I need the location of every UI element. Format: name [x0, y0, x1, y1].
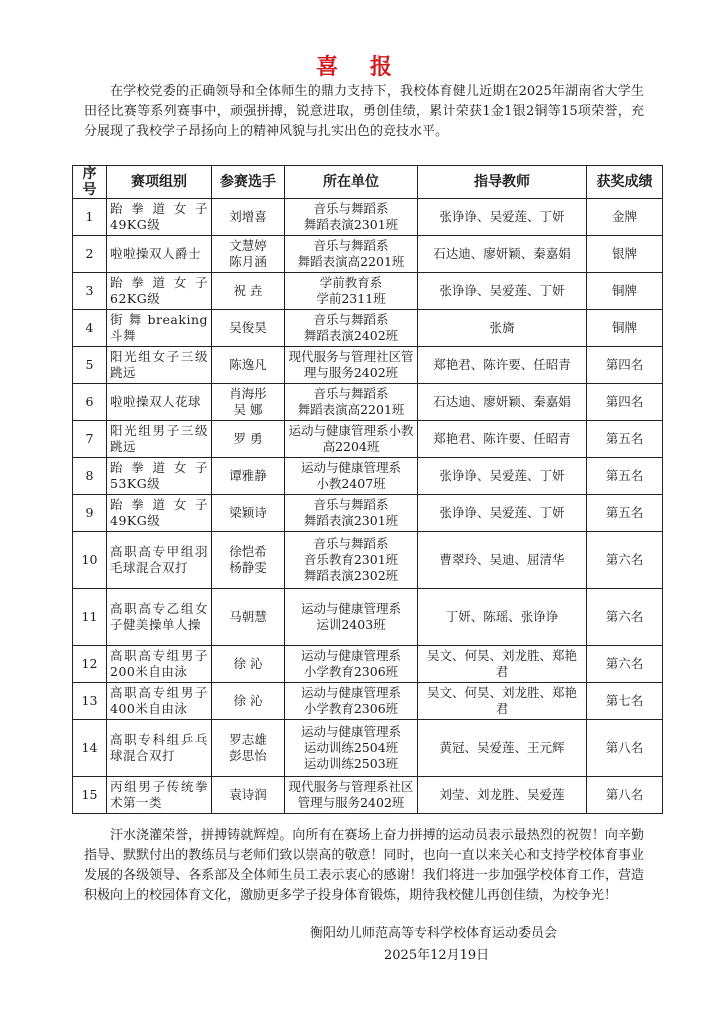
- row-coach: 张诤诤、吴爱莲、丁妍: [418, 458, 587, 495]
- awards-table: [72, 165, 663, 814]
- row-coach: 张诤诤、吴爱莲、丁妍: [418, 199, 587, 236]
- row-player: 罗志雄 彭思怡: [212, 720, 285, 777]
- table-row: [73, 421, 663, 458]
- row-unit: 运动与健康管理系 运训2403班: [285, 589, 418, 646]
- row-unit: 现代服务与管理系社区管理与服务2402班: [285, 777, 418, 814]
- row-unit: 音乐与舞蹈系 舞蹈表演2301班: [285, 199, 418, 236]
- table-row: [73, 495, 663, 532]
- issue-date: 2025年12月19日: [384, 948, 490, 963]
- row-unit: 学前教育系 学前2311班: [285, 273, 418, 310]
- row-unit: 运动与健康管理系 小学教育2306班: [285, 646, 418, 683]
- row-no: 9: [73, 495, 107, 532]
- row-event: 丙组男子传统拳术第一类: [107, 777, 212, 814]
- row-no: 6: [73, 384, 107, 421]
- table-row: [73, 273, 663, 310]
- row-no: 15: [73, 777, 107, 814]
- header-no: 序号: [73, 166, 107, 199]
- row-event: 跆拳道女子49KG级: [107, 495, 212, 532]
- row-result: 第四名: [587, 347, 663, 384]
- row-no: 10: [73, 532, 107, 589]
- row-unit: 现代服务与管理社区管理与服务2402班: [285, 347, 418, 384]
- row-player: 谭雅静: [212, 458, 285, 495]
- row-unit: 运动与健康管理系小教高2204班: [285, 421, 418, 458]
- row-player: 罗 勇: [212, 421, 285, 458]
- row-event: 高职高专组男子200米自由泳: [107, 646, 212, 683]
- row-unit: 音乐与舞蹈系 舞蹈表演高2201班: [285, 236, 418, 273]
- row-result: 第六名: [587, 532, 663, 589]
- row-player: 梁颖诗: [212, 495, 285, 532]
- row-event: 高职高专组男子400米自由泳: [107, 683, 212, 720]
- row-coach: 吴文、何昊、刘龙胜、郑艳君: [418, 646, 587, 683]
- row-result: 第四名: [587, 384, 663, 421]
- intro-paragraph: 在学校党委的正确领导和全体师生的鼎力支持下，我校体育健儿近期在2025年湖南省大学生田径比赛等系列赛事中，顽强拼搏，锐意进取，勇创佳绩，累计荣获1金1银2铜等15项荣誉，充分展现了我校学子昂扬向上的精神风貌与扎实出色的竞技水平。: [84, 84, 644, 139]
- row-event: 街舞breaking斗舞: [107, 310, 212, 347]
- row-event: 阳光组女子三级跳远: [107, 347, 212, 384]
- row-event: 啦啦操双人爵士: [107, 236, 212, 273]
- row-no: 1: [73, 199, 107, 236]
- row-event: 跆拳道女子62KG级: [107, 273, 212, 310]
- row-player: 吴俊昊: [212, 310, 285, 347]
- row-player: 刘增喜: [212, 199, 285, 236]
- row-coach: 曹翠玲、吴迪、屈清华: [418, 532, 587, 589]
- table-row: [73, 777, 663, 814]
- header-result: 获奖成绩: [587, 166, 663, 199]
- row-unit: 音乐与舞蹈系 舞蹈表演2402班: [285, 310, 418, 347]
- row-result: 第五名: [587, 458, 663, 495]
- row-no: 8: [73, 458, 107, 495]
- row-result: 金牌: [587, 199, 663, 236]
- row-unit: 运动与健康管理系 运动训练2504班 运动训练2503班: [285, 720, 418, 777]
- row-result: 第五名: [587, 421, 663, 458]
- table-row: [73, 199, 663, 236]
- row-event: 啦啦操双人花球: [107, 384, 212, 421]
- header-player: 参赛选手: [212, 166, 285, 199]
- row-coach: 石达迪、廖妍颖、秦嘉娟: [418, 236, 587, 273]
- row-no: 7: [73, 421, 107, 458]
- table-row: [73, 458, 663, 495]
- row-player: 马朝慧: [212, 589, 285, 646]
- row-no: 4: [73, 310, 107, 347]
- table-row: [73, 589, 663, 646]
- row-no: 2: [73, 236, 107, 273]
- row-no: 11: [73, 589, 107, 646]
- table-row: [73, 646, 663, 683]
- row-event: 高职专科组乒乓球混合双打: [107, 720, 212, 777]
- row-result: 第八名: [587, 777, 663, 814]
- row-player: 陈逸凡: [212, 347, 285, 384]
- header-coach: 指导教师: [418, 166, 587, 199]
- row-player: 祝 垚: [212, 273, 285, 310]
- row-coach: 张诤诤、吴爱莲、丁妍: [418, 495, 587, 532]
- row-no: 13: [73, 683, 107, 720]
- signature: 衡阳幼儿师范高等专科学校体育运动委员会: [310, 926, 558, 941]
- row-coach: 郑艳君、陈许要、任昭青: [418, 421, 587, 458]
- row-event: 高职高专甲组羽毛球混合双打: [107, 532, 212, 589]
- row-unit: 音乐与舞蹈系 舞蹈表演2301班: [285, 495, 418, 532]
- table-row: [73, 720, 663, 777]
- row-coach: 黄冠、吴爱莲、王元辉: [418, 720, 587, 777]
- closing-paragraph: 汗水浇灌荣誉，拼搏铸就辉煌。向所有在赛场上奋力拼搏的运动员表示最热烈的祝贺！向辛勤指导、默默付出的教练员与老师们致以崇高的敬意！同时，也向一直以来关心和支持学校体育事业发展的各级领导、各系部及全体师生员工表示衷心的感谢！我们将进一步加强学校体育工作，营造积极向上的校园体育文化，激励更多学子投身体育锻炼，期待我校健儿再创佳绩，为校争光！: [84, 828, 644, 903]
- row-result: 铜牌: [587, 273, 663, 310]
- row-coach: 张诤诤、吴爱莲、丁妍: [418, 273, 587, 310]
- row-coach: 郑艳君、陈许要、任昭青: [418, 347, 587, 384]
- row-result: 第七名: [587, 683, 663, 720]
- header-event: 赛项组别: [107, 166, 212, 199]
- row-no: 14: [73, 720, 107, 777]
- row-coach: 刘莹、刘龙胜、吴爱莲: [418, 777, 587, 814]
- row-event: 阳光组男子三级跳远: [107, 421, 212, 458]
- table-row: [73, 384, 663, 421]
- row-unit: 运动与健康管理系 小学教育2306班: [285, 683, 418, 720]
- row-no: 5: [73, 347, 107, 384]
- row-unit: 音乐与舞蹈系 音乐教育2301班 舞蹈表演2302班: [285, 532, 418, 589]
- row-coach: 吴文、何昊、刘龙胜、郑艳君: [418, 683, 587, 720]
- row-result: 铜牌: [587, 310, 663, 347]
- row-result: 银牌: [587, 236, 663, 273]
- row-event: 跆拳道女子49KG级: [107, 199, 212, 236]
- row-player: 文慧婷 陈月涵: [212, 236, 285, 273]
- row-no: 3: [73, 273, 107, 310]
- row-result: 第六名: [587, 589, 663, 646]
- row-event: 跆拳道女子53KG级: [107, 458, 212, 495]
- row-result: 第五名: [587, 495, 663, 532]
- table-row: [73, 310, 663, 347]
- row-result: 第八名: [587, 720, 663, 777]
- table-row: [73, 683, 663, 720]
- row-player: 徐 沁: [212, 646, 285, 683]
- row-coach: 张旖: [418, 310, 587, 347]
- row-player: 肖海彤 吴 娜: [212, 384, 285, 421]
- row-player: 徐恺希 杨静雯: [212, 532, 285, 589]
- header-unit: 所在单位: [285, 166, 418, 199]
- row-coach: 石达迪、廖妍颖、秦嘉娟: [418, 384, 587, 421]
- row-no: 12: [73, 646, 107, 683]
- page-title: 喜 报: [316, 54, 404, 80]
- table-header-row: [73, 166, 663, 199]
- table-row: [73, 347, 663, 384]
- row-unit: 运动与健康管理系 小教2407班: [285, 458, 418, 495]
- row-player: 袁诗润: [212, 777, 285, 814]
- row-coach: 丁妍、陈瑶、张诤诤: [418, 589, 587, 646]
- row-result: 第六名: [587, 646, 663, 683]
- row-player: 徐 沁: [212, 683, 285, 720]
- table-row: [73, 532, 663, 589]
- row-event: 高职高专乙组女子健美操单人操: [107, 589, 212, 646]
- table-row: [73, 236, 663, 273]
- row-unit: 音乐与舞蹈系 舞蹈表演高2201班: [285, 384, 418, 421]
